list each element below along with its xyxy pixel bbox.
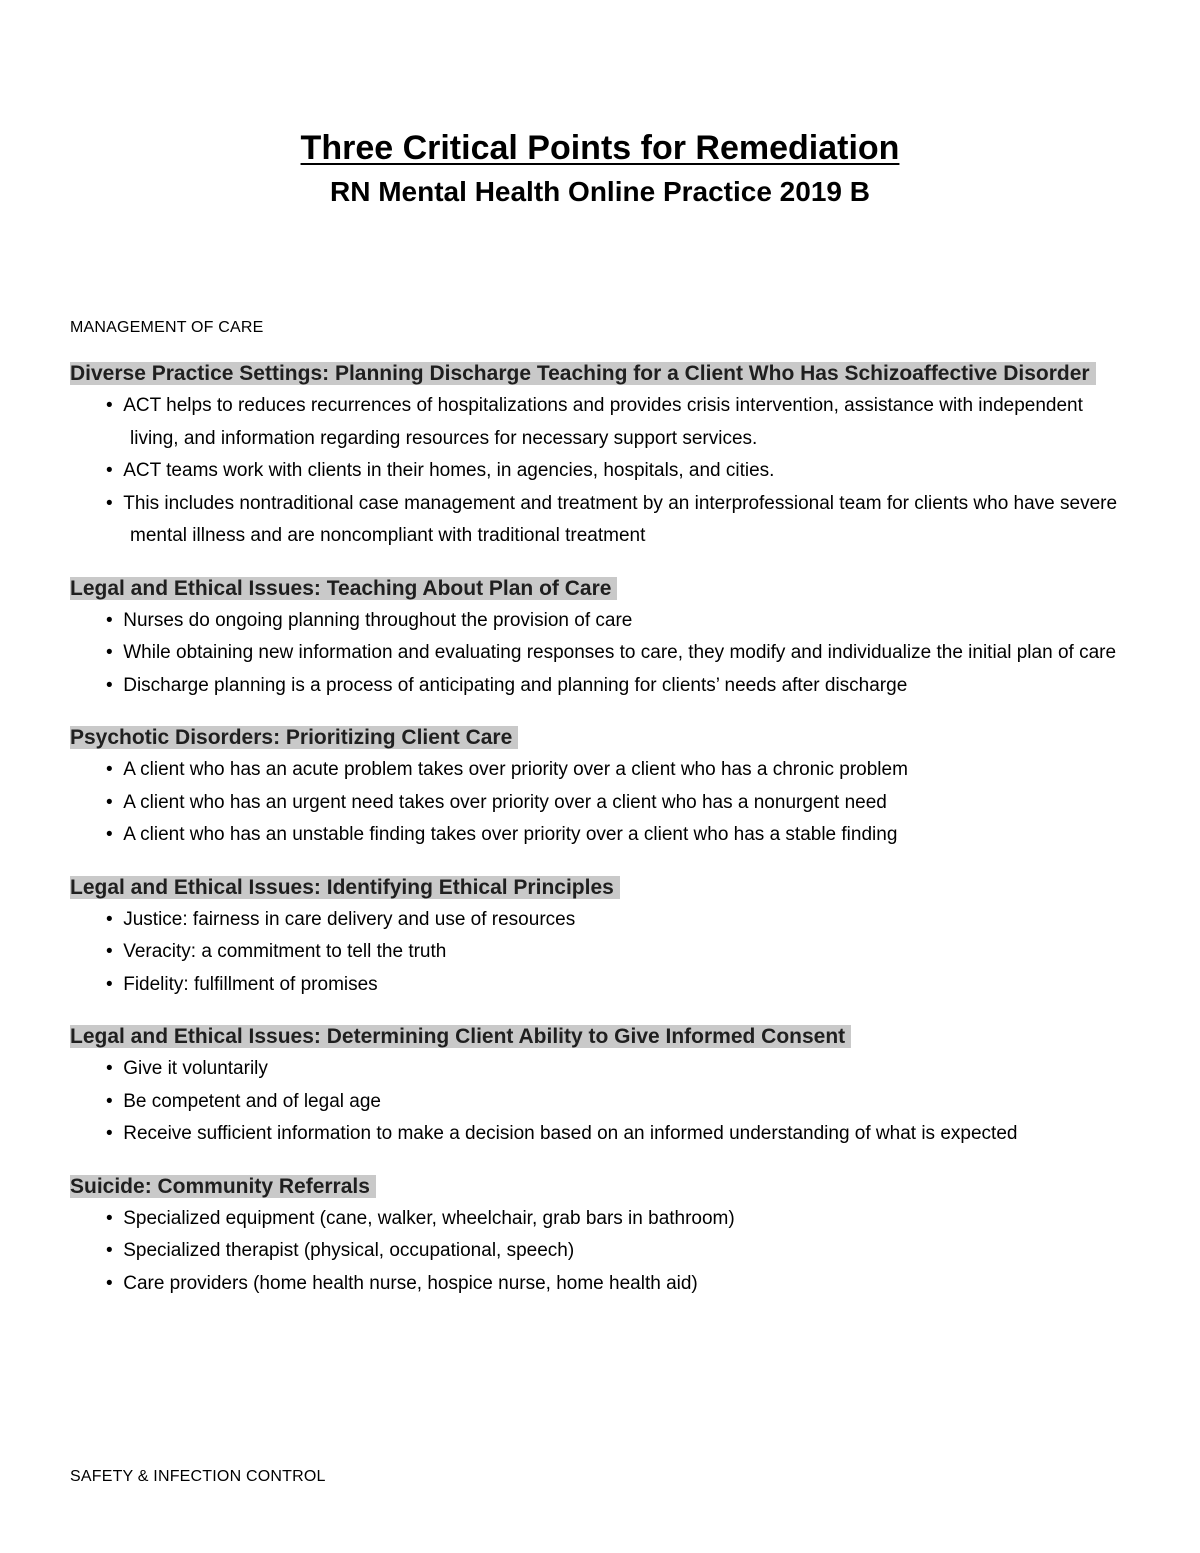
bullet-list [70, 605, 1130, 703]
bullet-list [70, 904, 1130, 1002]
section [70, 872, 1130, 1002]
list-item-text: Be competent and of legal age [123, 1090, 381, 1112]
section [70, 722, 1130, 852]
list-item: • Nurses do ongoing planning throughout the provision of care [106, 609, 633, 631]
list-item-text: Nurses do ongoing planning throughout the provision of care [123, 609, 633, 631]
list-item: • Discharge planning is a process of anticipating and planning for clients’ needs after discharge [106, 674, 908, 696]
section-heading: Legal and Ethical Issues: Identifying Ethical Principles [70, 872, 1130, 904]
section-heading: Suicide: Community Referrals [70, 1171, 1130, 1203]
list-item: • A client who has an acute problem takes over priority over a client who has a chronic problem [106, 759, 908, 780]
section [70, 573, 1130, 703]
list-item: • While obtaining new information and evaluating responses to care, they modify and individualize the initial plan of care [106, 642, 1117, 663]
list-item-text: This includes nontraditional case management and treatment by an interprofessional team for clients who have severe mental illness and are noncompliant with traditional treatment [123, 492, 1118, 546]
list-item: • A client who has an urgent need takes over priority over a client who has a nonurgent need [106, 791, 887, 813]
list-item-text: Fidelity: fulfillment of promises [123, 973, 378, 995]
list-item-text: Care providers (home health nurse, hospice nurse, home health aid) [123, 1272, 698, 1294]
section-heading: Legal and Ethical Issues: Determining Client Ability to Give Informed Consent [70, 1021, 1130, 1053]
list-item: • Be competent and of legal age [106, 1090, 381, 1112]
list-item-text: ACT teams work with clients in their homes, in agencies, hospitals, and cities. [123, 460, 775, 481]
list-item-text: Specialized therapist (physical, occupational, speech) [123, 1240, 575, 1261]
list-item-text: A client who has an unstable finding takes over priority over a client who has a stable finding [123, 824, 898, 845]
category-label-top: MANAGEMENT OF CARE [70, 319, 264, 336]
list-item: • Specialized therapist (physical, occupational, speech) [106, 1240, 575, 1261]
list-item: • This includes nontraditional case management and treatment by an interprofessional team for clients who have severe mental illness and are noncompliant with traditional treatment [106, 492, 1118, 546]
list-item-text: A client who has an acute problem takes over priority over a client who has a chronic problem [123, 759, 908, 780]
list-item: • A client who has an unstable finding takes over priority over a client who has a stable finding [106, 824, 898, 845]
section-heading: Psychotic Disorders: Prioritizing Client Care [70, 722, 1130, 754]
section [70, 358, 1130, 553]
bullet-list [70, 1203, 1130, 1301]
document-subtitle: RN Mental Health Online Practice 2019 B [330, 176, 870, 207]
list-item: • Specialized equipment (cane, walker, wheelchair, grab bars in bathroom) [106, 1207, 735, 1229]
bullet-list [70, 1053, 1130, 1151]
list-item-text: Veracity: a commitment to tell the truth [123, 941, 447, 962]
list-item-text: While obtaining new information and evaluating responses to care, they modify and individualize the initial plan of care [123, 642, 1117, 663]
bullet-list [70, 754, 1130, 852]
sections-container [70, 358, 1130, 1320]
list-item: • Fidelity: fulfillment of promises [106, 973, 378, 995]
list-item: • Receive sufficient information to make a decision based on an informed understanding of what is expected [106, 1123, 1018, 1144]
category-label-bottom: SAFETY & INFECTION CONTROL [70, 1468, 326, 1485]
list-item: • Care providers (home health nurse, hospice nurse, home health aid) [106, 1272, 698, 1294]
list-item-text: Discharge planning is a process of anticipating and planning for clients’ needs after discharge [123, 674, 908, 696]
section [70, 1021, 1130, 1151]
list-item-text: Receive sufficient information to make a decision based on an informed understanding of what is expected [123, 1123, 1018, 1144]
list-item: • ACT teams work with clients in their homes, in agencies, hospitals, and cities. [106, 460, 775, 481]
section-heading: Legal and Ethical Issues: Teaching About Plan of Care [70, 573, 1130, 605]
list-item-text: Justice: fairness in care delivery and use of resources [123, 908, 576, 930]
list-item: • Justice: fairness in care delivery and use of resources [106, 908, 576, 930]
list-item: • Give it voluntarily [106, 1058, 268, 1079]
list-item: • Veracity: a commitment to tell the truth [106, 941, 447, 962]
list-item-text: Give it voluntarily [123, 1058, 268, 1079]
section-heading: Diverse Practice Settings: Planning Discharge Teaching for a Client Who Has Schizoaffective Disorder [70, 358, 1130, 390]
list-item-text: ACT helps to reduces recurrences of hospitalizations and provides crisis intervention, assistance with independent living, and information regarding resources for necessary support services. [123, 395, 1083, 449]
section [70, 1171, 1130, 1301]
list-item-text: A client who has an urgent need takes over priority over a client who has a nonurgent need [123, 791, 887, 813]
bullet-list [70, 390, 1130, 553]
list-item: • ACT helps to reduces recurrences of hospitalizations and provides crisis intervention, assistance with independent living, and information regarding resources for necessary support services. [106, 395, 1083, 449]
list-item-text: Specialized equipment (cane, walker, wheelchair, grab bars in bathroom) [123, 1207, 735, 1229]
document-title: Three Critical Points for Remediation [300, 129, 900, 167]
